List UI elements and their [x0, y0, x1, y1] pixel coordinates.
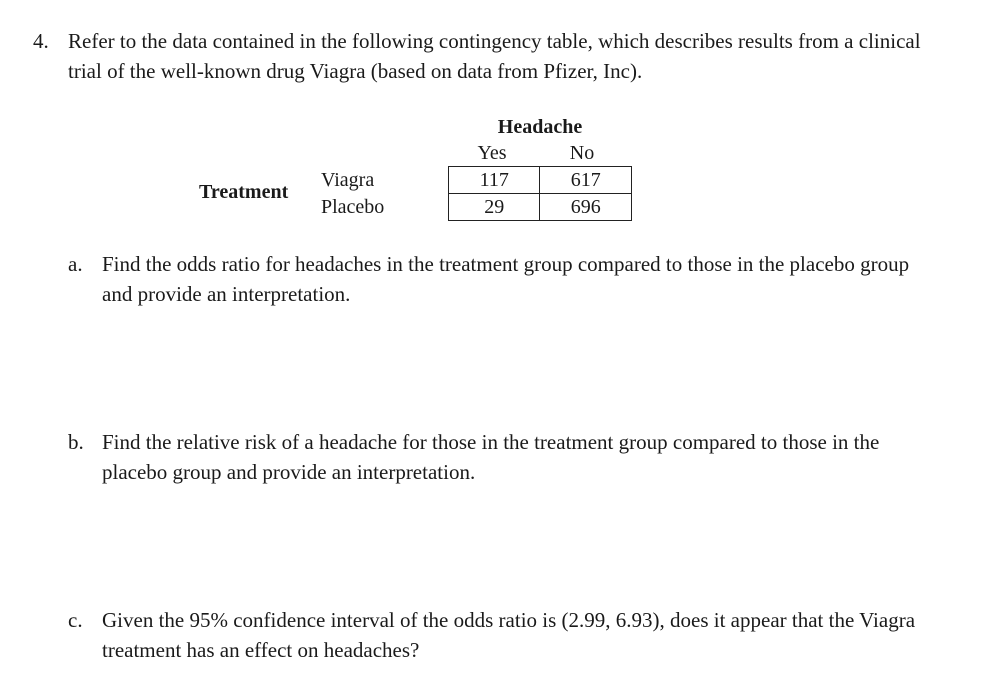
table-cell-placebo-no: 696 — [540, 194, 632, 221]
table-row-group-header: Treatment — [199, 181, 289, 203]
question-number: 4. — [33, 29, 49, 53]
table-column-header-yes: Yes — [477, 142, 507, 164]
table-row — [449, 167, 632, 194]
part-b-letter: b. — [68, 430, 84, 454]
table-cell-viagra-no: 617 — [540, 167, 632, 194]
part-a-text: Find the odds ratio for headaches in the treatment group compared to those in the placebo group and provide an interpretation. — [102, 252, 910, 306]
table-grid — [448, 166, 632, 221]
question-text: Refer to the data contained in the following contingency table, which describes results from a clinical trial of the well-known drug Viagra (based on data from Pfizer, Inc). — [68, 29, 921, 83]
part-c-text: Given the 95% confidence interval of the odds ratio is (2.99, 6.93), does it appear that the Viagra treatment has an effect on headaches? — [102, 608, 916, 662]
part-c-letter: c. — [68, 608, 83, 632]
table-row-label-placebo: Placebo — [321, 196, 385, 218]
table-row — [449, 194, 632, 221]
table-row-label-viagra: Viagra — [321, 169, 375, 191]
part-b-text: Find the relative risk of a headache for those in the treatment group compared to those in the placebo group and provide an interpretation. — [102, 430, 880, 484]
table-column-group-header: Headache — [497, 116, 583, 138]
part-a-letter: a. — [68, 252, 83, 276]
table-column-header-no: No — [569, 142, 595, 164]
table-cell-placebo-yes: 29 — [449, 194, 540, 221]
table-cell-viagra-yes: 117 — [449, 167, 540, 194]
